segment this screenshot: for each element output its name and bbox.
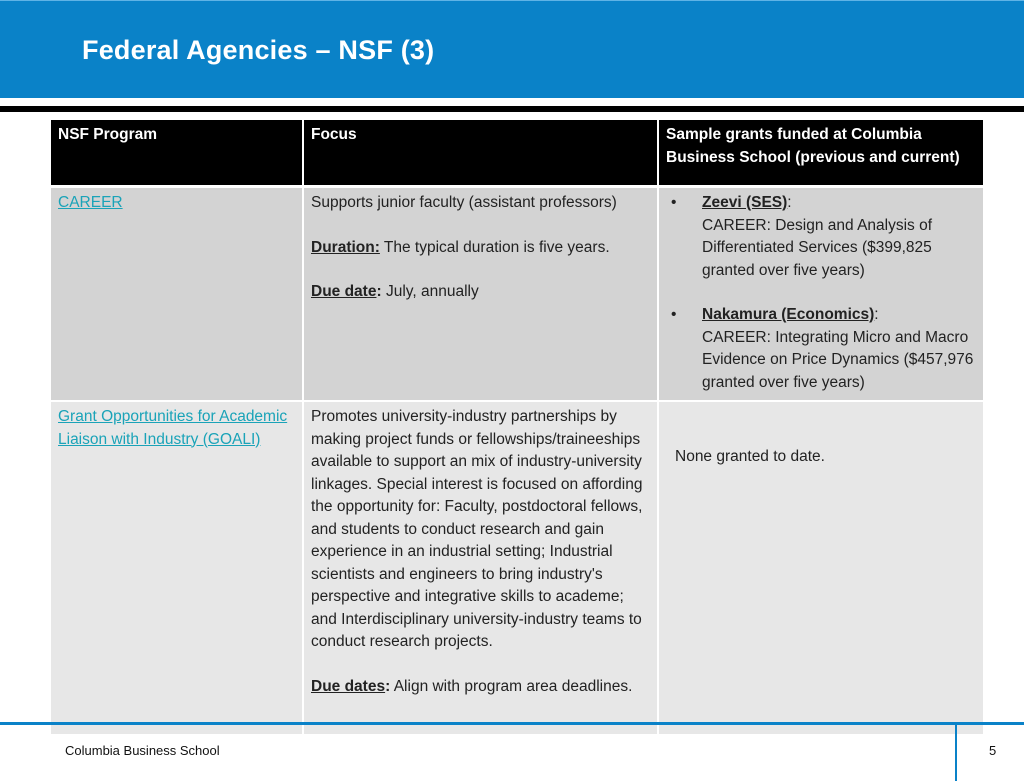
goali-program-link[interactable]: Grant Opportunities for Academic Liaison with Industry (GOALI) — [58, 408, 288, 448]
grants-cell — [659, 188, 983, 402]
header-divider — [0, 106, 1024, 112]
due-date-colon: : — [376, 283, 382, 300]
bullet-icon: • — [671, 194, 677, 211]
grant-description: CAREER: Design and Analysis of Differentiated Services ($399,825 granted over five years) — [702, 216, 933, 279]
due-date-value: July, annually — [381, 283, 479, 300]
focus-cell — [304, 188, 659, 402]
focus-cell — [304, 402, 659, 736]
duration-line — [311, 237, 650, 260]
program-cell — [51, 188, 304, 402]
no-grants-text: None granted to date. — [675, 448, 825, 465]
focus-text: Promotes university-industry partnerships by making project funds or fellowships/traineeships available to support an mix of industry-university linkages. Special interest is focused on affording the opportunity for: Faculty, postdoctoral fellows, and students to conduct research and gain experience in an industrial setting; Industrial scientists and engineers to bring industry's perspective and integrative skills to academe; and Interdisciplinary university-industry teams to conduct research projects. — [311, 408, 643, 650]
due-date-label: Due date — [311, 283, 377, 300]
table-row — [51, 188, 983, 402]
program-cell — [51, 402, 304, 736]
footer-divider — [955, 725, 957, 781]
footer-organization: Columbia Business School — [65, 743, 220, 758]
footer-rule — [0, 722, 1024, 725]
grant-colon: : — [874, 306, 879, 323]
slide-header — [0, 0, 1024, 98]
duration-label: Duration: — [311, 238, 380, 256]
due-dates-value: Align with program area deadlines. — [390, 677, 633, 695]
due-dates-label: Due dates — [311, 677, 386, 695]
column-header-focus: Focus — [304, 120, 659, 188]
grants-cell — [659, 402, 983, 736]
grant-name: Zeevi (SES) — [702, 194, 788, 211]
career-program-link[interactable]: CAREER — [58, 194, 123, 211]
slide-title: Federal Agencies – NSF (3) — [82, 35, 435, 65]
grant-item — [666, 192, 976, 282]
bullet-icon: • — [671, 306, 677, 323]
due-date-line — [311, 281, 650, 304]
duration-value: The typical duration is five years. — [379, 238, 610, 256]
grant-name: Nakamura (Economics) — [702, 306, 875, 323]
grant-item — [666, 304, 976, 394]
grant-description: CAREER: Integrating Micro and Macro Evidence on Price Dynamics ($457,976 granted over five years) — [702, 328, 974, 391]
due-dates-colon: : — [385, 677, 391, 695]
focus-text: Supports junior faculty (assistant professors) — [311, 194, 617, 211]
table-row — [51, 402, 983, 736]
nsf-programs-table — [51, 120, 983, 736]
column-header-grants: Sample grants funded at Columbia Business School (previous and current) — [659, 120, 983, 188]
table-header-row — [51, 120, 983, 188]
column-header-program: NSF Program — [51, 120, 304, 188]
due-dates-line — [311, 676, 650, 699]
grant-colon: : — [787, 194, 792, 211]
page-number: 5 — [989, 743, 997, 758]
